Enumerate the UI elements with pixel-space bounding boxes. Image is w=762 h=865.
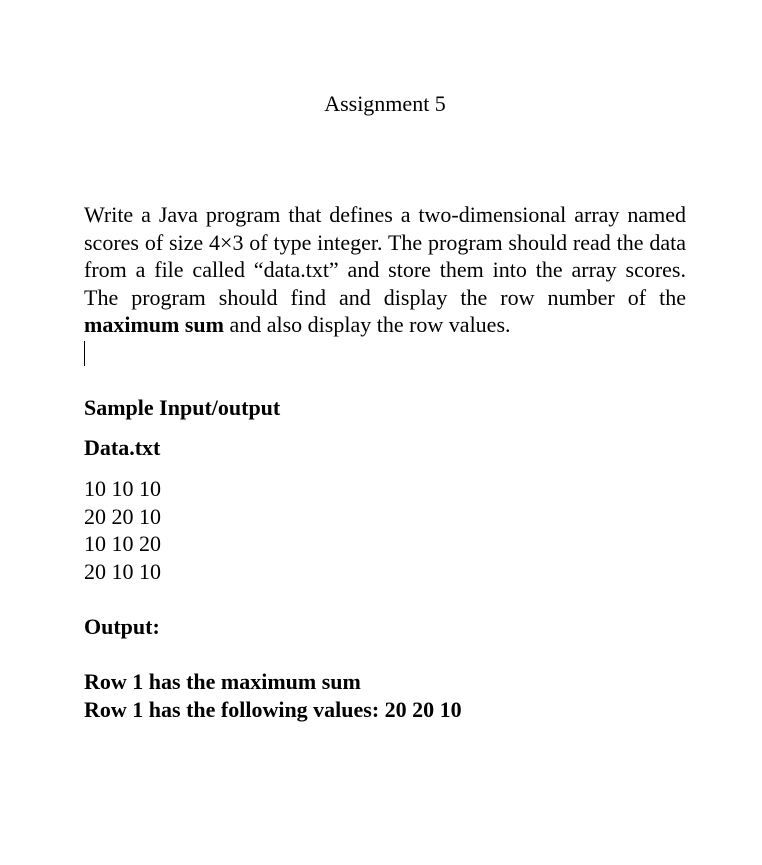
data-file-heading: Data.txt xyxy=(84,435,161,460)
output-heading: Output: xyxy=(84,614,160,639)
data-line: 20 10 10 xyxy=(84,558,161,584)
page-title: Assignment 5 xyxy=(324,91,446,116)
data-file-contents xyxy=(84,475,161,585)
data-line: 10 10 20 xyxy=(84,531,161,557)
output-line: Row 1 has the following values: 20 20 10 xyxy=(84,696,462,722)
data-line: 20 20 10 xyxy=(84,503,161,529)
description-text-start: Write a Java program that defines a two-dimensional array named scores of size 4×3 of type integer. The program should read the data from a file called “data.txt” and store them into the array scores. The program should find and display the row number of the xyxy=(84,202,686,310)
data-line: 10 10 10 xyxy=(84,476,161,501)
sample-io-heading: Sample Input/output xyxy=(84,395,281,420)
description-text-end: and also display the row values. xyxy=(223,312,511,338)
description-bold-text: maximum sum xyxy=(84,312,224,338)
text-cursor xyxy=(84,341,85,366)
assignment-description xyxy=(84,201,686,339)
output-contents xyxy=(84,668,462,723)
output-line: Row 1 has the maximum sum xyxy=(84,669,361,694)
